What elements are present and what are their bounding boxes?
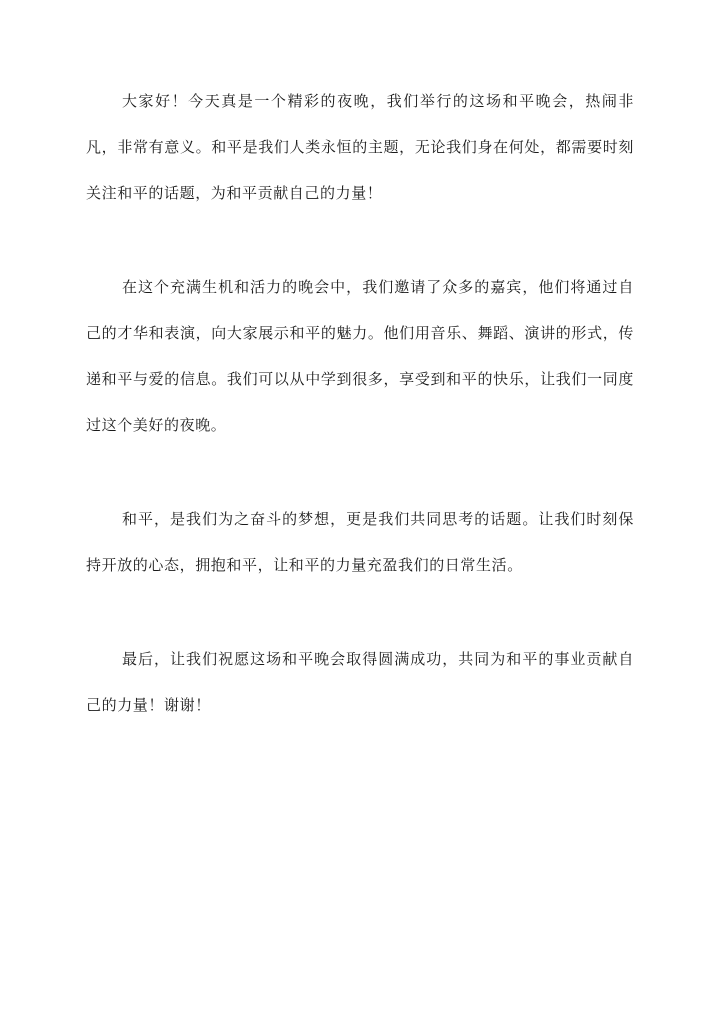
paragraph-opening: 大家好！今天真是一个精彩的夜晚，我们举行的这场和平晚会，热闹非凡，非常有意义。和平是我们人类永恒的主题，无论我们身在何处，都需要时刻关注和平的话题，为和平贡献自己的力量！ (86, 92, 634, 202)
document-page (86, 78, 634, 728)
paragraph-dream: 和平，是我们为之奋斗的梦想，更是我们共同思考的话题。让我们时刻保持开放的心态，拥抱和平，让和平的力量充盈我们的日常生活。 (86, 510, 634, 574)
paragraph-guests: 在这个充满生机和活力的晚会中，我们邀请了众多的嘉宾，他们将通过自己的才华和表演，向大家展示和平的魅力。他们用音乐、舞蹈、演讲的形式，传递和平与爱的信息。我们可以从中学到很多，享受到和平的快乐，让我们一同度过这个美好的夜晚。 (86, 278, 634, 434)
paragraph-closing: 最后，让我们祝愿这场和平晚会取得圆满成功，共同为和平的事业贡献自己的力量！谢谢！ (86, 650, 634, 714)
